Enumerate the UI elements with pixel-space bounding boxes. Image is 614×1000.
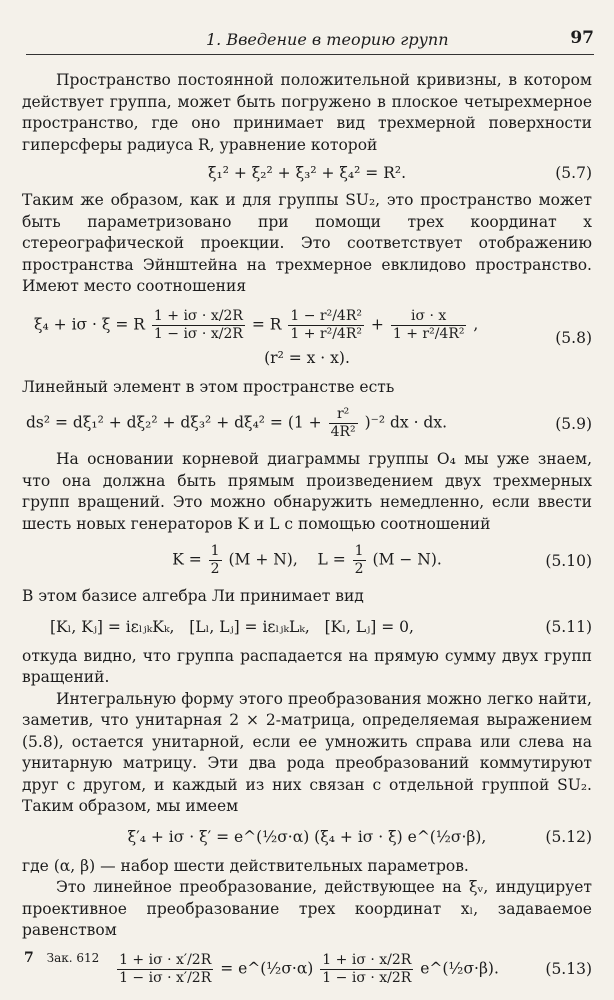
equation-line-2: (r² = x · x). [264,348,350,367]
sheet-number: 7 [24,950,34,966]
paragraph-2: Таким же образом, как и для группы SU₂, это пространство может быть параметризовано при помощи трех координат x стереографической проекции. Это соответствует отображению пространства Эйнштейна на трехмерное евклидово пространство. Имеют место соотношения [22,191,592,295]
paragraph-6: откуда видно, что группа распадается на прямую сумму двух групп вращений. [22,646,592,686]
numerator: 1 + iσ · x/2R [322,951,412,968]
denominator: 1 − iσ · x′/2R [119,969,212,986]
equation-5-13 [22,952,592,987]
equation-5-9 [22,406,592,441]
equation-5-7 [22,162,592,184]
fraction [353,543,366,578]
numerator: 1 [210,543,220,559]
equation-number: (5.7) [555,164,592,182]
denominator: 1 − iσ · x/2R [153,325,243,342]
plus-sign: + [370,315,384,333]
main-text [22,70,592,987]
numerator: r² [329,406,358,424]
page-number: 97 [570,28,594,48]
numerator: 1 − r²/4R² [290,307,362,324]
equation-body: ξ′₄ + iσ · ξ′ = e^(½σ·α) (ξ₄ + iσ · ξ) e^(½σ·β), [127,827,487,846]
equation-mid: = R [251,315,282,333]
equation-number: (5.8) [555,329,592,347]
equation-5-10 [22,543,592,578]
numerator: 1 + iσ · x′/2R [119,951,212,968]
printer-signature [24,950,99,966]
fraction [320,952,413,987]
comma: , [473,315,479,333]
paragraph-9: Это линейное преобразование, действующее на ξᵥ, индуцирует проективное преобразование трех координат xₗ, задаваемое равенством [22,878,592,939]
equation-number: (5.11) [545,617,592,636]
denominator: 1 − iσ · x/2R [322,969,412,986]
paragraph-7: Интегральную форму этого преобразования можно легко найти, заметив, что унитарная 2 × 2-матрица, определяемая выражением (5.8), остается унитарной, если ее умножить справа или слева на унитарную матрицу. Эти два рода преобразований коммутируют друг с другом, и каждый из них связан с отдельной группой SU₂. Таким образом, мы имеем [22,689,592,815]
equation-tail: e^(½σ·β). [420,959,499,977]
equation-number: (5.12) [545,827,592,846]
equation-5-12 [22,826,592,848]
denominator: 4R² [330,424,356,440]
paragraph-4: На основании корневой диаграммы группы O₄ мы уже знаем, что она должна быть прямым произведением двух трехмерных групп вращений. Это можно обнаружить немедленно, если ввести шесть новых генераторов K и L с помощью соотношений [22,450,592,533]
running-header [26,24,594,55]
equation-5-8 [22,308,592,369]
numerator: iσ · x [391,308,467,326]
equation-body: ξ₁² + ξ₂² + ξ₃² + ξ₄² = R². [207,164,407,182]
fraction [152,308,245,343]
equation-number: (5.13) [545,960,592,978]
paragraph-5: В этом базисе алгебра Ли принимает вид [22,587,364,605]
paragraph-8: где (α, β) — набор шести действительных параметров. [22,856,469,875]
equation-number: (5.10) [545,551,592,570]
fraction [329,406,358,441]
order-number: Зак. 612 [46,951,100,965]
fraction [117,952,213,987]
l-rhs: (M − N). [372,550,442,569]
equation-lhs: ξ₄ + iσ · ξ = R [34,315,145,333]
paragraph-3: Линейный элемент в этом пространстве есть [22,377,395,396]
denominator: 2 [354,561,364,577]
denominator: 1 + r²/4R² [392,325,465,342]
equation-mid: = e^(½σ·α) [220,959,314,977]
l-definition: L = [317,550,346,569]
k-definition: K = [172,550,202,569]
fraction [209,543,222,578]
fraction [391,308,467,343]
equation-body: [Kₗ, Kⱼ] = iεₗⱼₖKₖ, [Lₗ, Lⱼ] = iεₗⱼₖLₖ, [Kₗ, Lⱼ] = 0, [50,617,414,636]
numerator: 1 [354,543,364,559]
equation-number: (5.9) [555,414,592,433]
denominator: 1 + r²/4R² [290,325,362,342]
equation-lhs: ds² = dξ₁² + dξ₂² + dξ₃² + dξ₄² = (1 + [26,413,322,432]
numerator: 1 + iσ · x/2R [153,307,243,324]
fraction [288,308,364,343]
denominator: 2 [210,561,220,577]
paragraph-1: Пространство постоянной положительной кривизны, в котором действует группа, может быть погружено в плоское четырехмерное пространство, где оно принимает вид трехмерной поверхности гиперсферы радиуса R, уравнение которой [22,71,592,154]
equation-rhs: )⁻² dx · dx. [364,413,448,432]
k-rhs: (M + N), [228,550,298,569]
chapter-title: 1. Введение в теорию групп [206,30,449,49]
equation-5-11 [22,616,592,638]
